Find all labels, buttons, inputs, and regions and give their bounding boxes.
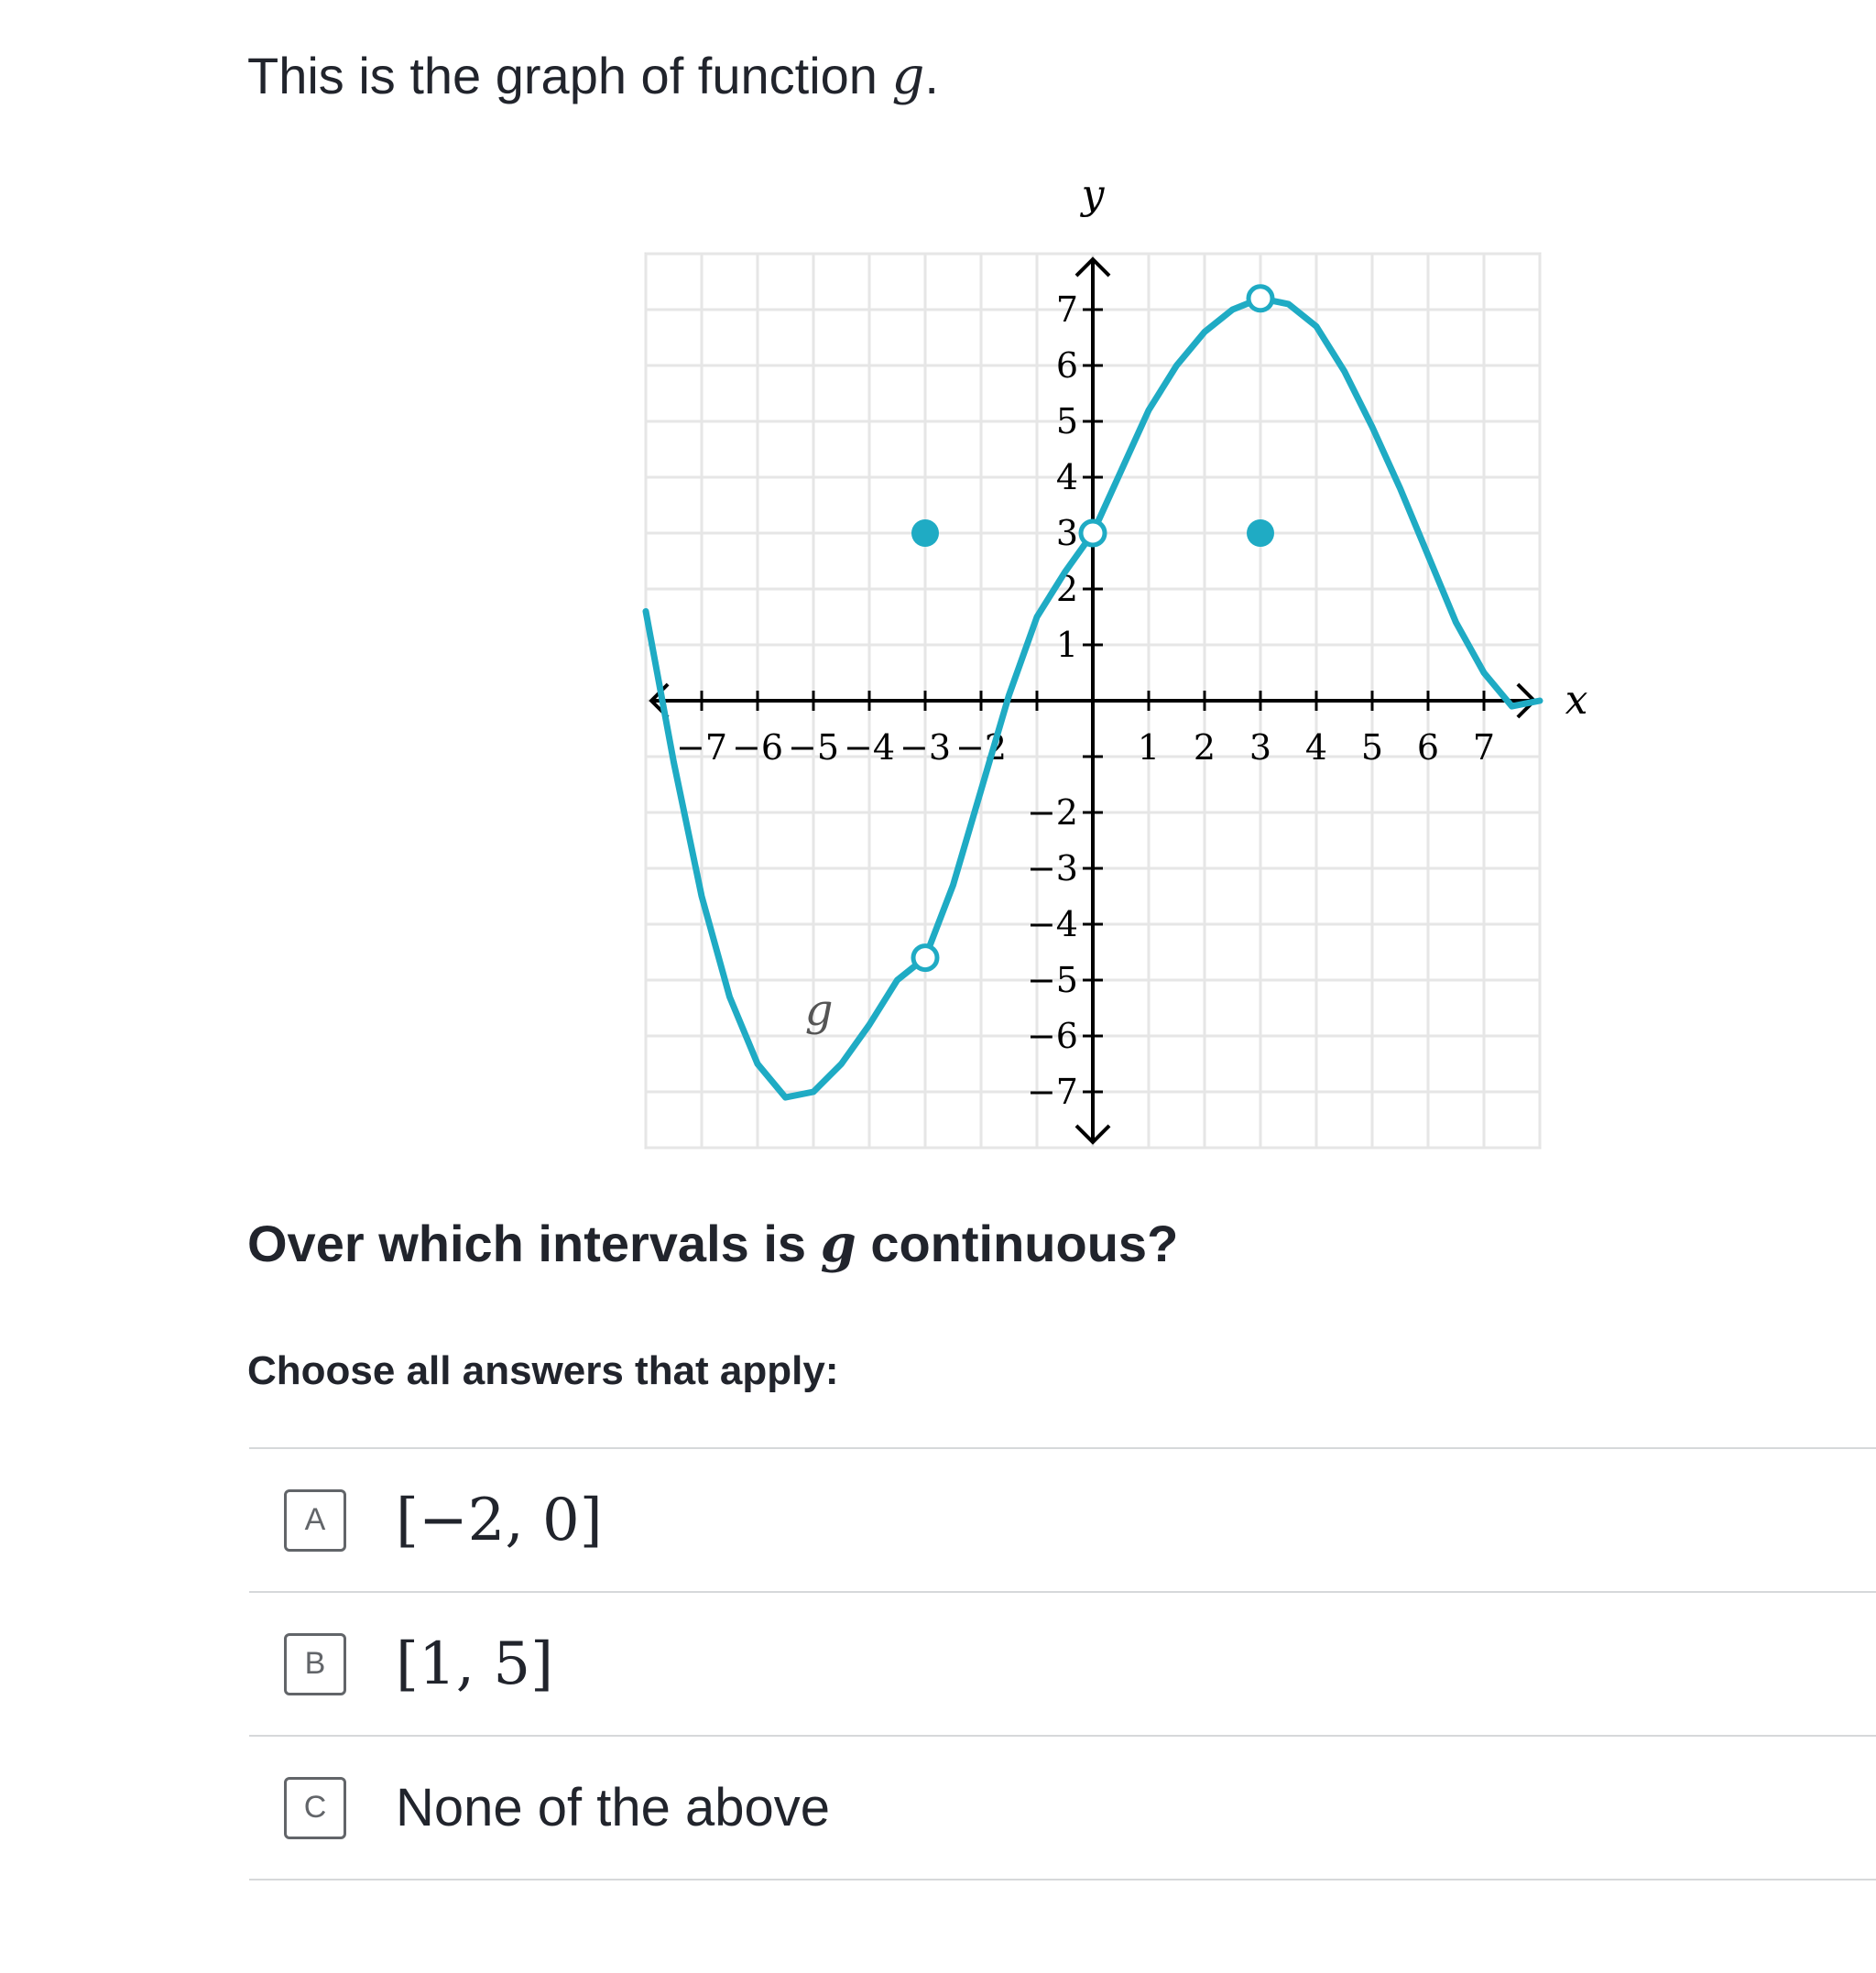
open-point	[1081, 521, 1105, 545]
open-point	[913, 946, 937, 970]
y-tick-label: −3	[1026, 848, 1078, 888]
x-tick-label: −7	[675, 727, 728, 768]
y-axis-label: y	[1081, 171, 1105, 218]
y-tick-label: 6	[1055, 345, 1078, 386]
choice-a[interactable]	[249, 1449, 1876, 1593]
x-tick-label: 2	[1193, 727, 1216, 768]
x-tick-label: −4	[843, 727, 896, 768]
y-tick-label: −4	[1026, 904, 1078, 944]
function-graph	[550, 165, 1631, 1172]
x-tick-label: −5	[787, 727, 840, 768]
x-tick-label: 5	[1360, 727, 1384, 768]
choice-c[interactable]	[249, 1737, 1876, 1880]
open-point	[1249, 287, 1272, 311]
question-function-name: g	[820, 1214, 856, 1274]
intro-text	[247, 46, 939, 106]
question-end: continuous?	[856, 1215, 1179, 1272]
x-tick-label: −6	[731, 727, 784, 768]
y-tick-label: 5	[1055, 401, 1078, 441]
y-tick-label: 2	[1055, 569, 1078, 609]
y-tick-label: −2	[1026, 792, 1078, 833]
question-text	[247, 1214, 1178, 1274]
intro-end: .	[924, 47, 939, 104]
x-axis-label: x	[1565, 677, 1588, 724]
choice-b[interactable]	[249, 1593, 1876, 1737]
y-tick-label: 3	[1055, 513, 1078, 553]
curve-label-g: g	[804, 984, 834, 1036]
x-tick-label: 7	[1472, 727, 1496, 768]
x-tick-label: 3	[1249, 727, 1272, 768]
y-tick-label: 7	[1055, 289, 1078, 330]
y-tick-label: −6	[1026, 1016, 1078, 1056]
x-tick-label: 6	[1416, 727, 1440, 768]
closed-point	[1247, 519, 1274, 547]
answer-choices	[249, 1447, 1876, 1880]
y-tick-label: 4	[1055, 457, 1078, 497]
y-tick-label: −7	[1026, 1072, 1078, 1112]
choice-a-content: [−2, 0]	[396, 1486, 603, 1554]
question-label: Over which intervals is	[247, 1215, 821, 1272]
x-tick-label: −3	[899, 727, 952, 768]
y-tick-label: −5	[1026, 960, 1078, 1000]
choice-b-content: [1, 5]	[396, 1630, 554, 1698]
instructions-text: Choose all answers that apply:	[247, 1348, 839, 1393]
choice-a-checkbox[interactable]: A	[284, 1489, 346, 1552]
intro-function-name: g	[891, 47, 925, 106]
intro-label: This is the graph of function	[247, 47, 892, 104]
x-tick-label: −2	[954, 727, 1008, 768]
x-tick-label: 1	[1137, 727, 1161, 768]
choice-c-checkbox[interactable]: C	[284, 1777, 346, 1839]
x-tick-label: 4	[1304, 727, 1328, 768]
choice-b-checkbox[interactable]: B	[284, 1633, 346, 1695]
choice-c-content: None of the above	[396, 1778, 831, 1837]
y-tick-label: 1	[1055, 625, 1078, 665]
closed-point	[911, 519, 939, 547]
